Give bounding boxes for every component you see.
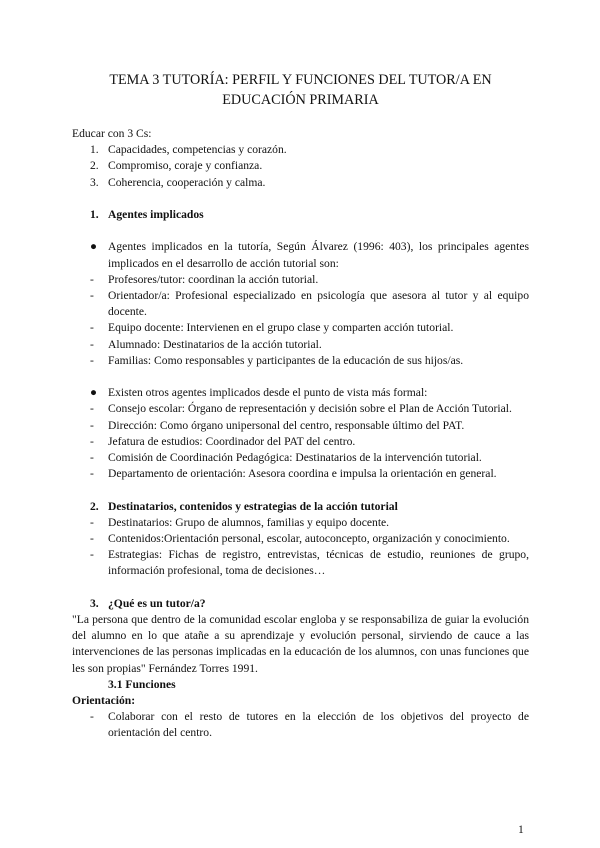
document-title: TEMA 3 TUTORÍA: PERFIL Y FUNCIONES DEL TUTOR/A EN EDUCACIÓN PRIMARIA — [109, 72, 492, 108]
dash-item: - Jefatura de estudios: Coordinador del PAT del centro. — [90, 434, 356, 448]
dash-item: - Familias: Como responsables y participantes de la educación de sus hijos/as. — [90, 353, 464, 367]
dash-item: - Estrategias: Fichas de registro, entrevistas, técnicas de estudio, reuniones de grupo, información profesional, toma de decisiones… — [90, 548, 529, 578]
dash-item: - Orientador/a: Profesional especializado en psicología que asesora al tutor y al equipo docente. — [90, 289, 529, 319]
subsection-heading: 3.1 Funciones — [108, 677, 176, 691]
dash-item: - Colaborar con el resto de tutores en la elección de los objetivos del proyecto de orientación del centro. — [90, 710, 529, 740]
document-page — [72, 70, 529, 742]
section-heading-2: 2. Destinatarios, contenidos y estrategias de la acción tutorial — [90, 499, 398, 513]
section-heading-3: 3. ¿Qué es un tutor/a? — [90, 596, 206, 610]
section-heading-1: 1. Agentes implicados — [90, 208, 204, 221]
dash-item: - Equipo docente: Intervienen en el grupo clase y comparten acción tutorial. — [90, 321, 454, 335]
bullet-item: ● Existen otros agentes implicados desde el punto de vista más formal: — [90, 386, 428, 400]
page-number: 1 — [518, 823, 524, 836]
intro-label: Educar con 3 Cs: — [72, 127, 152, 140]
dash-item: - Departamento de orientación: Asesora coordina e impulsa la orientación en general. — [90, 467, 497, 481]
list-item: 1. Capacidades, competencias y corazón. — [90, 143, 287, 157]
list-item: 3. Coherencia, cooperación y calma. — [90, 175, 266, 189]
dash-item: - Destinatarios: Grupo de alumnos, familias y equipo docente. — [90, 515, 390, 529]
dash-item: - Consejo escolar: Órgano de representación y decisión sobre el Plan de Acción Tutorial. — [90, 402, 512, 416]
dash-item: - Dirección: Como órgano unipersonal del centro, responsable último del PAT. — [90, 418, 465, 432]
list-item: 2. Compromiso, coraje y confianza. — [90, 159, 263, 173]
dash-item: - Alumnado: Destinatarios de la acción tutorial. — [90, 337, 322, 351]
dash-item: - Profesores/tutor: coordinan la acción tutorial. — [90, 272, 319, 286]
dash-item: - Contenidos:Orientación personal, escolar, autoconcepto, organización y conocimiento. — [90, 532, 510, 546]
orientation-label: Orientación: — [72, 694, 136, 708]
bullet-item: ● Agentes implicados en la tutoría, Según Álvarez (1996: 403), los principales agentes implicados en el desarrollo de acción tutorial son: — [90, 240, 529, 270]
intro-list — [72, 142, 529, 191]
dash-item: - Comisión de Coordinación Pedagógica: Destinatarios de la intervención tutorial. — [90, 451, 482, 465]
tutor-definition-quote: "La persona que dentro de la comunidad escolar engloba y se responsabiliza de guiar la evolución del alumno en lo que atañe a su aprendizaje y evolución personal, sirviendo de cauce a las intervenciones de las personas implicadas en la educación de los alumnos, con unas funciones que les son propias" Fernández Torres 1991. — [72, 613, 529, 675]
